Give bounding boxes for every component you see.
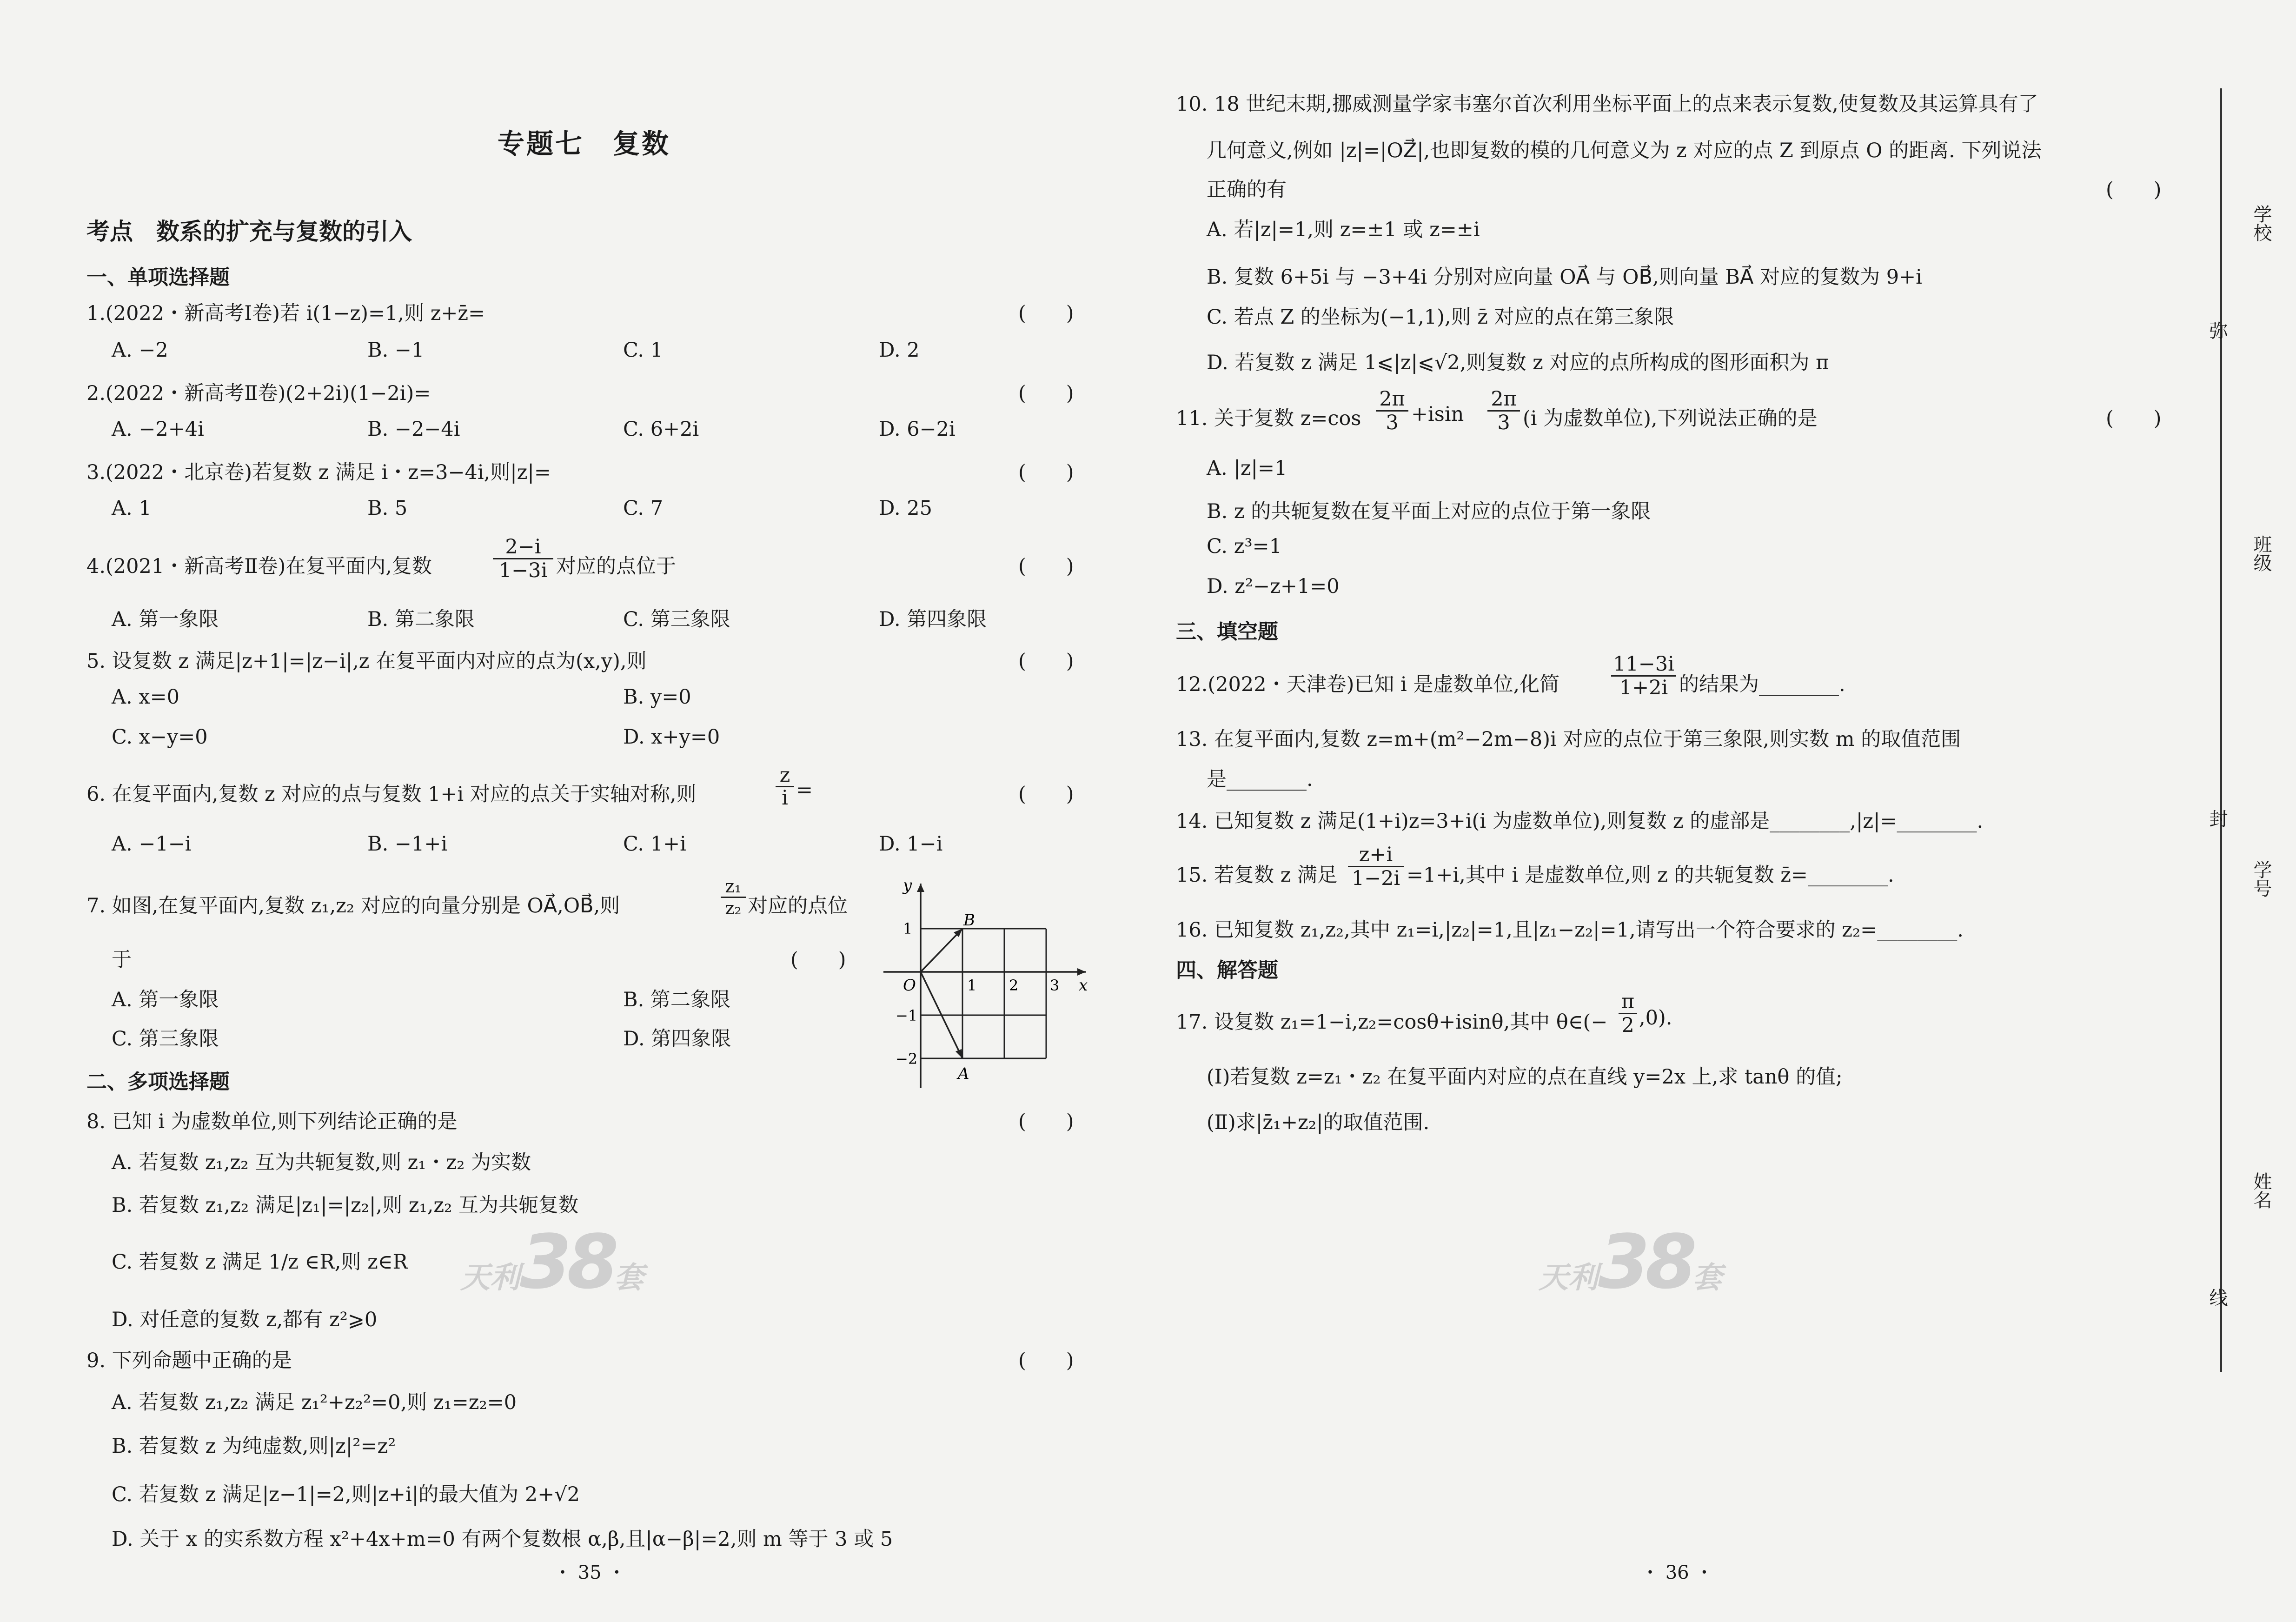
- right-page: [1148, 0, 2296, 1622]
- figure-x-axis-label: x: [1079, 976, 1088, 995]
- answer-paren: ( ): [1018, 555, 1074, 578]
- question-17-part-1: (Ⅰ)若复数 z=z₁・z₂ 在复平面内对应的点在直线 y=2x 上,求 tanθ 的值;: [1207, 1065, 1843, 1089]
- q7-option-d: D. 第四象限: [623, 1027, 731, 1050]
- q15-fraction: [1348, 844, 1404, 890]
- q11-fraction-2-numerator: 2π: [1491, 387, 1517, 411]
- question-9: 9. 下列命题中正确的是: [86, 1349, 292, 1372]
- figure-y-axis-label: y: [903, 876, 912, 895]
- q3-option-c: C. 7: [623, 497, 664, 520]
- q11-option-c: C. z³=1: [1207, 535, 1282, 558]
- question-11-stem: 11. 关于复数 z=cos: [1176, 407, 1361, 430]
- q4-fraction: [493, 536, 553, 582]
- q6-fraction-numerator: z: [779, 764, 790, 787]
- q10-option-b: B. 复数 6+5i 与 −3+4i 分别对应向量 OA⃗ 与 OB⃗,则向量 BA⃗ 对应的复数为 9+i: [1207, 266, 1922, 289]
- figure-y-tick: −2: [896, 1050, 918, 1068]
- question-12-tail: 的结果为________.: [1679, 673, 1845, 696]
- margin-label-student-no: 学号: [2250, 860, 2272, 897]
- watermark-logo: [460, 1218, 644, 1305]
- watermark-brand: 天利: [460, 1261, 520, 1295]
- question-12-stem: 12.(2022・天津卷)已知 i 是虚数单位,化简: [1176, 673, 1560, 696]
- answer-paren: ( ): [790, 948, 846, 971]
- q5-option-d: D. x+y=0: [623, 725, 720, 749]
- q17-fraction-numerator: π: [1621, 990, 1635, 1013]
- q11-option-d: D. z²−z+1=0: [1207, 575, 1340, 598]
- answer-paren: ( ): [1018, 302, 1074, 325]
- watermark-brand: 天利: [1539, 1261, 1598, 1295]
- figure-x-tick: 3: [1050, 977, 1060, 994]
- answer-paren: ( ): [1018, 650, 1074, 673]
- q10-option-d: D. 若复数 z 满足 1⩽|z|⩽√2,则复数 z 对应的点所构成的图形面积为 π: [1207, 351, 1829, 374]
- question-13-line-1: 13. 在复平面内,复数 z=m+(m²−2m−8)i 对应的点位于第三象限,则实数 m 的取值范围: [1176, 728, 1961, 751]
- q12-fraction: [1611, 653, 1676, 699]
- watermark-suffix: 套: [614, 1261, 644, 1295]
- question-6-tail: =: [796, 778, 813, 802]
- q9-option-a: A. 若复数 z₁,z₂ 满足 z₁²+z₂²=0,则 z₁=z₂=0: [112, 1391, 517, 1414]
- margin-label-class: 班级: [2250, 535, 2272, 572]
- question-8: 8. 已知 i 为虚数单位,则下列结论正确的是: [86, 1110, 458, 1133]
- question-11-tail: (i 为虚数单位),下列说法正确的是: [1523, 407, 1818, 430]
- q8-option-b: B. 若复数 z₁,z₂ 满足|z₁|=|z₂|,则 z₁,z₂ 互为共轭复数: [112, 1194, 578, 1217]
- q5-option-a: A. x=0: [112, 685, 180, 709]
- q7-fraction-numerator: z₁: [725, 876, 742, 897]
- figure-point-b-label: B: [963, 911, 975, 930]
- question-10-line-3: 正确的有: [1207, 178, 1287, 201]
- q6-option-a: A. −1−i: [112, 832, 192, 856]
- section-single-choice: 一、单项选择题: [86, 266, 230, 289]
- margin-label-mi: 弥: [2206, 321, 2228, 339]
- watermark-logo: [1539, 1218, 1722, 1305]
- q2-option-b: B. −2−4i: [367, 418, 460, 441]
- chapter-title: 专题七 复数: [498, 128, 671, 160]
- q7-fraction: [721, 876, 746, 918]
- q5-option-c: C. x−y=0: [112, 725, 208, 749]
- q7-option-b: B. 第二象限: [623, 988, 730, 1011]
- answer-paren: ( ): [1018, 382, 1074, 405]
- question-10-line-2: 几何意义,例如 |z|=|OZ⃗|,也即复数的模的几何意义为 z 对应的点 Z 到原点 O 的距离. 下列说法: [1207, 139, 2042, 162]
- q4-option-a: A. 第一象限: [112, 608, 219, 631]
- answer-paren: ( ): [1018, 461, 1074, 484]
- question-15-stem: 15. 若复数 z 满足: [1176, 864, 1338, 887]
- figure-x-tick: 1: [967, 977, 977, 994]
- page-number: ・ 35 ・: [553, 1562, 626, 1583]
- q11-option-b: B. z 的共轭复数在复平面上对应的点位于第一象限: [1207, 500, 1651, 523]
- q6-fraction: [776, 764, 794, 809]
- answer-paren: ( ): [2106, 178, 2162, 201]
- q8-option-a: A. 若复数 z₁,z₂ 互为共轭复数,则 z₁・z₂ 为实数: [112, 1151, 531, 1174]
- q15-fraction-numerator: z+i: [1359, 843, 1393, 866]
- section-multi-choice: 二、多项选择题: [86, 1070, 230, 1094]
- q11-fraction-1-numerator: 2π: [1379, 387, 1405, 411]
- q6-fraction-denominator: i: [776, 786, 794, 809]
- q4-option-d: D. 第四象限: [879, 608, 987, 631]
- q4-option-c: C. 第三象限: [623, 608, 730, 631]
- q17-fraction: [1619, 990, 1637, 1037]
- q10-option-c: C. 若点 Z 的坐标为(−1,1),则 z̄ 对应的点在第三象限: [1207, 306, 1674, 329]
- question-6-stem: 6. 在复平面内,复数 z 对应的点与复数 1+i 对应的点关于实轴对称,则: [86, 783, 697, 806]
- figure-x-tick: 2: [1009, 977, 1019, 994]
- q5-option-b: B. y=0: [623, 685, 691, 709]
- question-4-stem: 4.(2021・新高考Ⅱ卷)在复平面内,复数: [86, 555, 432, 578]
- q4-fraction-denominator: 1−3i: [493, 558, 553, 582]
- watermark-number: 38: [520, 1218, 614, 1305]
- question-15-tail: =1+i,其中 i 是虚数单位,则 z 的共轭复数 z̄=________.: [1407, 864, 1894, 887]
- figure-y-tick: −1: [896, 1007, 918, 1024]
- q4-fraction-numerator: 2−i: [505, 535, 541, 558]
- q1-option-a: A. −2: [112, 339, 168, 362]
- question-13-line-2: 是________.: [1207, 768, 1313, 791]
- figure-y-tick: 1: [903, 920, 913, 937]
- watermark-number: 38: [1598, 1218, 1692, 1305]
- q3-option-b: B. 5: [367, 497, 408, 520]
- question-4-tail: 对应的点位于: [556, 555, 676, 578]
- q6-option-d: D. 1−i: [879, 832, 943, 856]
- question-17-part-2: (Ⅱ)求|z̄₁+z₂|的取值范围.: [1207, 1111, 1430, 1134]
- q2-option-d: D. 6−2i: [879, 418, 956, 441]
- q4-option-b: B. 第二象限: [367, 608, 475, 631]
- question-10-line-1: 10. 18 世纪末期,挪威测量学家韦塞尔首次利用坐标平面上的点来表示复数,使复数及其运算具有了: [1176, 93, 2038, 116]
- question-11-mid: +isin: [1411, 403, 1464, 426]
- q2-option-c: C. 6+2i: [623, 418, 699, 441]
- section-solve: 四、解答题: [1176, 958, 1278, 982]
- q6-option-c: C. 1+i: [623, 832, 686, 856]
- margin-label-xian: 线: [2206, 1288, 2228, 1307]
- q17-fraction-denominator: 2: [1619, 1013, 1637, 1037]
- q7-fraction-denominator: z₂: [721, 897, 746, 918]
- question-7-stem: 7. 如图,在复平面内,复数 z₁,z₂ 对应的向量分别是 OA⃗,OB⃗,则: [86, 894, 620, 917]
- margin-label-school: 学校: [2250, 205, 2272, 242]
- answer-paren: ( ): [1018, 783, 1074, 806]
- q1-option-b: B. −1: [367, 339, 425, 362]
- q11-fraction-2-denominator: 3: [1487, 410, 1520, 434]
- answer-paren: ( ): [2106, 407, 2162, 430]
- q1-option-c: C. 1: [623, 339, 664, 362]
- q3-option-a: A. 1: [112, 497, 152, 520]
- q1-option-d: D. 2: [879, 339, 920, 362]
- q8-option-c: C. 若复数 z 满足 1/z ∈R,则 z∈R: [112, 1250, 408, 1274]
- q15-fraction-denominator: 1−2i: [1348, 866, 1404, 890]
- complex-plane-figure: [874, 874, 1097, 1093]
- topic-heading: 考点 数系的扩充与复数的引入: [86, 218, 412, 245]
- q10-option-a: A. 若|z|=1,则 z=±1 或 z=±i: [1207, 218, 1480, 241]
- q8-option-d: D. 对任意的复数 z,都有 z²⩾0: [112, 1308, 378, 1331]
- question-7-tail: 对应的点位: [748, 894, 848, 917]
- question-14: 14. 已知复数 z 满足(1+i)z=3+i(i 为虚数单位),则复数 z 的虚部是________,|z|=________.: [1176, 810, 1984, 833]
- page-number: ・ 36 ・: [1641, 1562, 1714, 1583]
- answer-paren: ( ): [1018, 1110, 1074, 1133]
- q11-fraction-1: [1376, 388, 1408, 434]
- q9-option-c: C. 若复数 z 满足|z−1|=2,则|z+i|的最大值为 2+√2: [112, 1483, 580, 1506]
- question-2: 2.(2022・新高考Ⅱ卷)(2+2i)(1−2i)=: [86, 382, 431, 405]
- question-7-tail-2: 于: [112, 948, 132, 971]
- q6-option-b: B. −1+i: [367, 832, 448, 856]
- question-16: 16. 已知复数 z₁,z₂,其中 z₁=i,|z₂|=1,且|z₁−z₂|=1,请写出一个符合要求的 z₂=________.: [1176, 918, 1964, 942]
- question-17-tail: ,0).: [1639, 1006, 1672, 1030]
- binding-margin-line: [2220, 88, 2222, 1372]
- watermark-suffix: 套: [1692, 1261, 1722, 1295]
- answer-paren: ( ): [1018, 1349, 1074, 1372]
- question-5: 5. 设复数 z 满足|z+1|=|z−i|,z 在复平面内对应的点为(x,y),则: [86, 650, 647, 673]
- q9-option-d: D. 关于 x 的实系数方程 x²+4x+m=0 有两个复数根 α,β,且|α−β|=2,则 m 等于 3 或 5: [112, 1528, 893, 1551]
- q12-fraction-numerator: 11−3i: [1613, 652, 1674, 676]
- q7-option-c: C. 第三象限: [112, 1027, 219, 1050]
- q3-option-d: D. 25: [879, 497, 932, 520]
- margin-label-feng: 封: [2206, 809, 2228, 828]
- q12-fraction-denominator: 1+2i: [1611, 675, 1676, 699]
- question-1: 1.(2022・新高考Ⅰ卷)若 i(1−z)=1,则 z+z̄=: [86, 302, 485, 325]
- q11-option-a: A. |z|=1: [1207, 457, 1287, 480]
- question-3: 3.(2022・北京卷)若复数 z 满足 i・z=3−4i,则|z|=: [86, 461, 551, 484]
- q7-option-a: A. 第一象限: [112, 988, 219, 1011]
- section-fill-in: 三、填空题: [1176, 620, 1278, 644]
- q2-option-a: A. −2+4i: [112, 418, 204, 441]
- margin-label-name: 姓名: [2250, 1172, 2272, 1209]
- q9-option-b: B. 若复数 z 为纯虚数,则|z|²=z²: [112, 1435, 396, 1458]
- figure-point-a-label: A: [958, 1064, 969, 1083]
- figure-origin-label: O: [903, 976, 916, 995]
- question-17-stem: 17. 设复数 z₁=1−i,z₂=cosθ+isinθ,其中 θ∈(−: [1176, 1010, 1608, 1034]
- q11-fraction-1-denominator: 3: [1376, 410, 1408, 434]
- q11-fraction-2: [1487, 388, 1520, 434]
